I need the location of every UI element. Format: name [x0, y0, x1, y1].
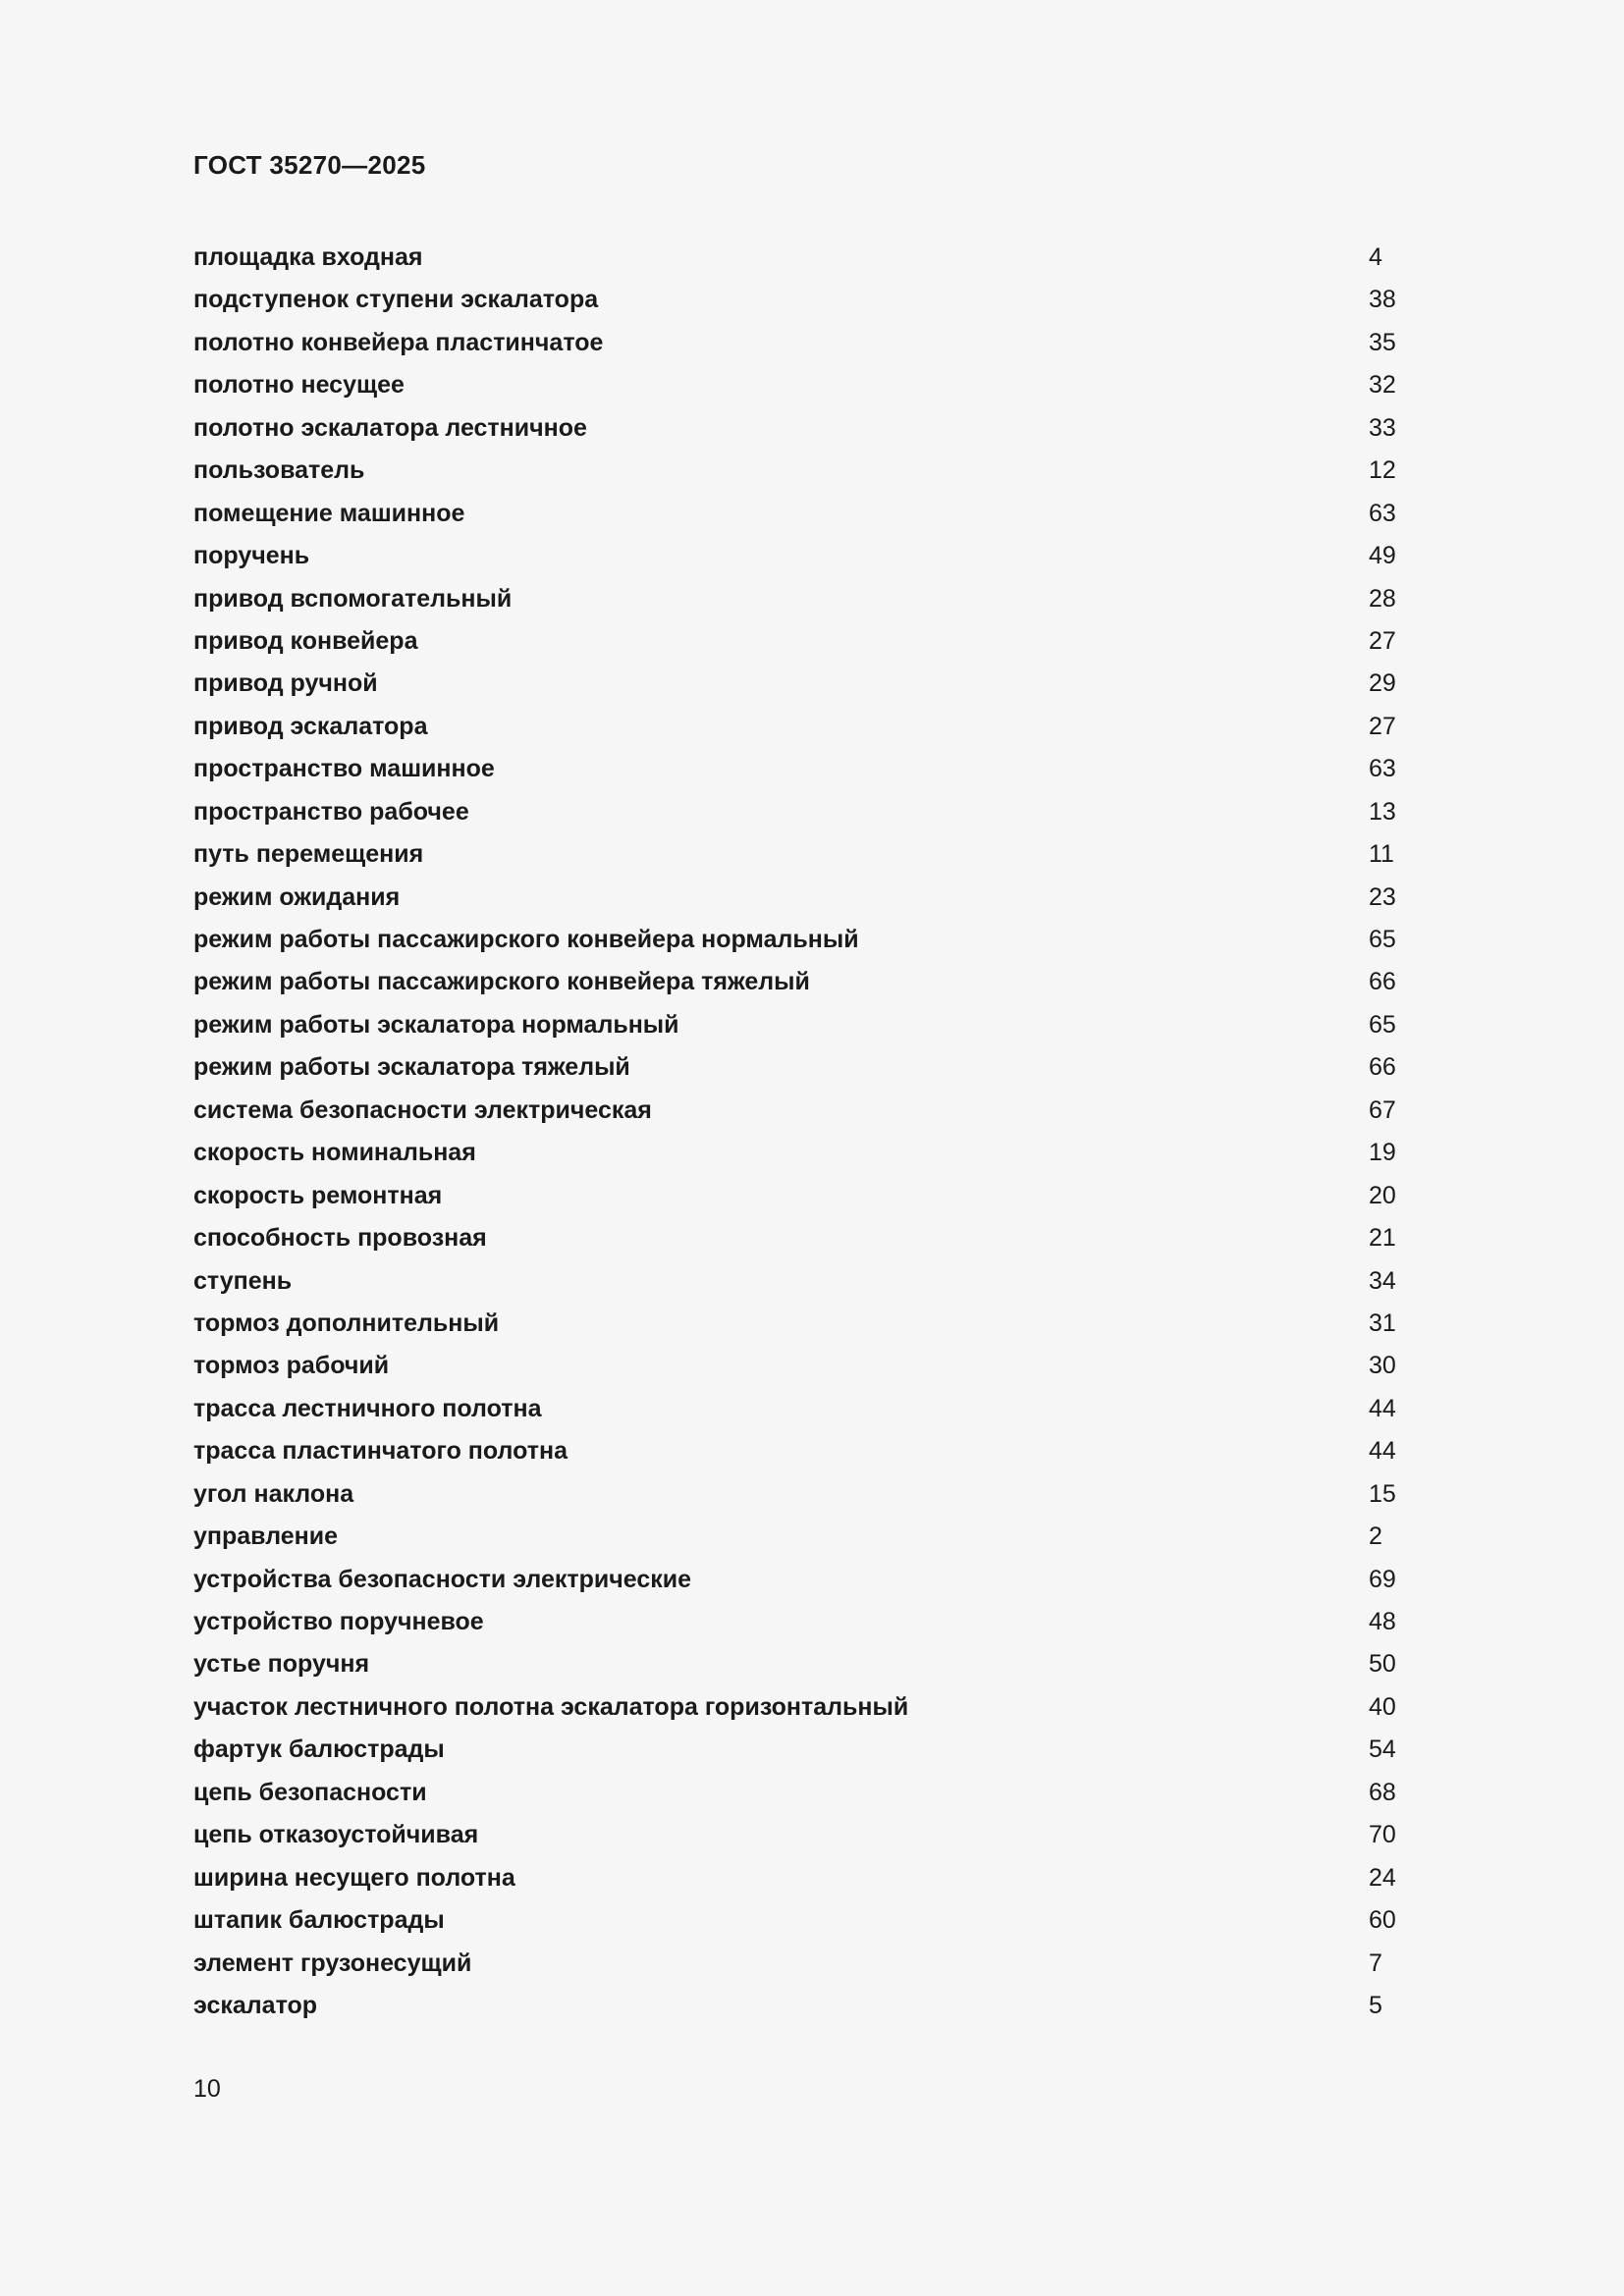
index-term: поручень [193, 542, 310, 570]
index-term: тормоз дополнительный [193, 1308, 500, 1337]
index-term: подступенок ступени эскалатора [193, 286, 599, 314]
index-entry [193, 1046, 1431, 1089]
index-term-number: 38 [1369, 286, 1396, 314]
index-term-number: 30 [1369, 1352, 1396, 1380]
index-entry [193, 1729, 1431, 1771]
index-term-number: 13 [1369, 797, 1396, 826]
index-entry [193, 833, 1431, 876]
index-term: полотно несущее [193, 371, 405, 400]
index-term: привод ручной [193, 669, 378, 698]
index-term-number: 19 [1369, 1139, 1396, 1167]
index-term-number: 63 [1369, 499, 1396, 527]
index-term: цепь отказоустойчивая [193, 1821, 479, 1849]
index-entry [193, 1132, 1431, 1174]
index-term-number: 27 [1369, 626, 1396, 655]
index-term-number: 4 [1369, 243, 1382, 271]
index-entry [193, 1686, 1431, 1729]
index-entry [193, 1985, 1431, 2027]
index-term-number: 54 [1369, 1735, 1396, 1764]
index-term: цепь безопасности [193, 1778, 427, 1806]
index-term: трасса лестничного полотна [193, 1394, 542, 1422]
index-term-number: 48 [1369, 1608, 1396, 1635]
index-entry [193, 1899, 1431, 1942]
index-term-number: 7 [1369, 1949, 1382, 1977]
index-term: штапик балюстрады [193, 1906, 445, 1935]
index-term: устройство поручневое [193, 1608, 484, 1635]
index-term-number: 31 [1369, 1308, 1396, 1337]
index-term-number: 66 [1369, 1053, 1396, 1082]
index-term: режим работы эскалатора тяжелый [193, 1053, 630, 1082]
index-term-number: 40 [1369, 1692, 1396, 1721]
index-entry [193, 1814, 1431, 1856]
index-entry [193, 1175, 1431, 1217]
index-term: режим ожидания [193, 882, 401, 911]
index-entry [193, 706, 1431, 748]
index-term-number: 65 [1369, 1010, 1396, 1039]
index-term-number: 32 [1369, 371, 1396, 400]
index-term-number: 68 [1369, 1778, 1396, 1806]
index-term: пространство машинное [193, 755, 495, 783]
index-term-number: 65 [1369, 926, 1396, 953]
index-entry [193, 1772, 1431, 1814]
index-term: ступень [193, 1266, 293, 1295]
index-entry [193, 1643, 1431, 1685]
index-term-number: 27 [1369, 712, 1396, 740]
index-term: путь перемещения [193, 840, 424, 869]
index-entry [193, 1473, 1431, 1516]
index-term-number: 11 [1369, 840, 1394, 869]
document-standard-code: ГОСТ 35270—2025 [193, 150, 426, 180]
index-entry [193, 535, 1431, 577]
index-term: привод эскалатора [193, 712, 428, 740]
index-term: трасса пластинчатого полотна [193, 1437, 568, 1466]
index-entry [193, 877, 1431, 919]
index-term: ширина несущего полотна [193, 1863, 515, 1892]
index-term: тормоз рабочий [193, 1352, 390, 1380]
index-term-number: 44 [1369, 1394, 1396, 1422]
index-term: режим работы эскалатора нормальный [193, 1010, 679, 1039]
index-term: способность провозная [193, 1224, 487, 1253]
index-term-number: 28 [1369, 584, 1396, 613]
index-term-number: 21 [1369, 1224, 1396, 1253]
index-entry [193, 493, 1431, 535]
index-entry [193, 578, 1431, 620]
index-entry [193, 961, 1431, 1003]
index-term-number: 12 [1369, 456, 1396, 485]
index-term: полотно конвейера пластинчатое [193, 328, 604, 356]
index-entry [193, 1857, 1431, 1899]
index-entry [193, 620, 1431, 663]
index-term: система безопасности электрическая [193, 1095, 652, 1124]
index-term-number: 63 [1369, 755, 1396, 783]
index-entry [193, 407, 1431, 450]
index-term-number: 35 [1369, 328, 1396, 356]
index-term: площадка входная [193, 243, 423, 271]
index-entry [193, 1004, 1431, 1046]
index-term: пространство рабочее [193, 797, 469, 826]
index-term-number: 15 [1369, 1479, 1396, 1508]
index-entry [193, 791, 1431, 833]
page-number: 10 [193, 2075, 221, 2103]
index-term: привод вспомогательный [193, 584, 513, 613]
index-term-number: 49 [1369, 542, 1396, 570]
index-term-number: 5 [1369, 1991, 1382, 2019]
index-term-number: 67 [1369, 1095, 1396, 1124]
index-term-number: 20 [1369, 1181, 1396, 1209]
index-term-number: 66 [1369, 968, 1396, 996]
index-entry [193, 1516, 1431, 1558]
index-term: устье поручня [193, 1650, 370, 1679]
index-entry [193, 364, 1431, 406]
index-entry [193, 663, 1431, 705]
index-term: режим работы пассажирского конвейера тяжелый [193, 968, 810, 996]
index-entry [193, 322, 1431, 364]
index-term: скорость номинальная [193, 1139, 476, 1167]
index-entry [193, 919, 1431, 961]
index-entry [193, 748, 1431, 790]
index-term-number: 2 [1369, 1522, 1382, 1551]
index-term-number: 23 [1369, 882, 1396, 911]
index-term-number: 50 [1369, 1650, 1396, 1679]
index-term: фартук балюстрады [193, 1735, 445, 1764]
index-entry [193, 1260, 1431, 1303]
index-term: режим работы пассажирского конвейера нормальный [193, 926, 859, 953]
index-term: управление [193, 1522, 339, 1551]
index-entry [193, 1559, 1431, 1601]
index-term-number: 60 [1369, 1906, 1396, 1935]
index-term: угол наклона [193, 1479, 354, 1508]
index-term-number: 69 [1369, 1565, 1396, 1593]
index-entry [193, 1303, 1431, 1345]
index-term: элемент грузонесущий [193, 1949, 472, 1977]
index-term-number: 34 [1369, 1266, 1396, 1295]
alphabetical-index [193, 237, 1431, 2027]
index-term-number: 29 [1369, 669, 1396, 698]
index-term: полотно эскалатора лестничное [193, 413, 587, 442]
index-term-number: 70 [1369, 1821, 1396, 1849]
index-term: помещение машинное [193, 499, 465, 527]
index-entry [193, 1090, 1431, 1132]
index-term: эскалатор [193, 1991, 318, 2019]
index-term-number: 33 [1369, 413, 1396, 442]
index-term-number: 24 [1369, 1863, 1396, 1892]
index-entry [193, 1430, 1431, 1472]
index-entry [193, 279, 1431, 321]
index-entry [193, 1601, 1431, 1643]
index-entry [193, 1345, 1431, 1387]
index-entry [193, 237, 1431, 279]
index-term: участок лестничного полотна эскалатора горизонтальный [193, 1692, 909, 1721]
index-entry [193, 1217, 1431, 1259]
index-term-number: 44 [1369, 1437, 1396, 1466]
index-term: устройства безопасности электрические [193, 1565, 692, 1593]
index-entry [193, 1943, 1431, 1985]
index-entry [193, 1388, 1431, 1430]
index-term: привод конвейера [193, 626, 418, 655]
index-entry [193, 450, 1431, 492]
index-term: пользователь [193, 456, 365, 485]
index-term: скорость ремонтная [193, 1181, 443, 1209]
